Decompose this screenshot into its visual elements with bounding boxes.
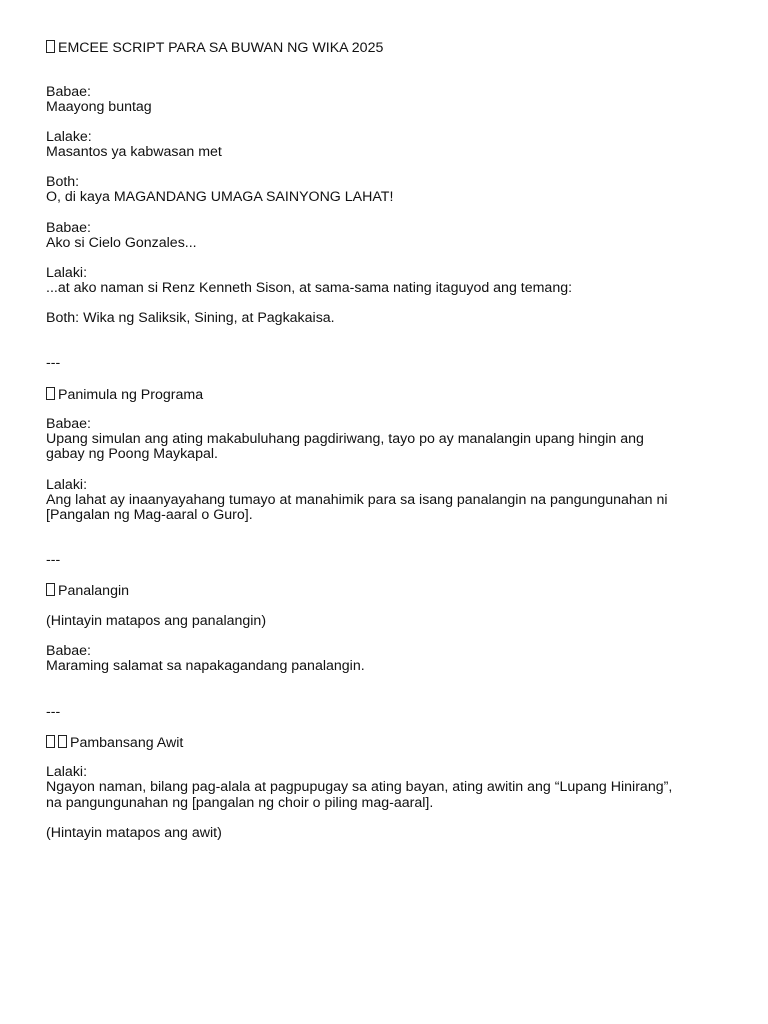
dialogue-line: Upang simulan ang ating makabuluhang pagdiriwang, tayo po ay manalangin upang hingin ang [46,431,644,447]
stage-direction: (Hintayin matapos ang awit) [46,825,222,841]
section-separator: --- [46,552,61,568]
missing-glyph-icon [46,583,55,596]
speaker-label: Lalaki: [46,477,88,493]
missing-glyph-icon [46,40,55,53]
dialogue-line: ...at ako naman si Renz Kenneth Sison, at sama-sama nating itaguyod ang temang: [46,280,573,296]
missing-glyph-icon [58,735,67,748]
dialogue-line: Ako si Cielo Gonzales... [46,235,197,251]
missing-glyph-icon [46,735,55,748]
missing-glyph-icon [46,387,55,400]
dialogue-line: Ngayon naman, bilang pag-alala at pagpupugay sa ating bayan, ating awitin ang “Lupang Hinirang”, [46,779,673,795]
speaker-label: Babae: [46,643,91,659]
speaker-label: Lalaki: [46,265,88,281]
speaker-label: Babae: [46,84,91,100]
speaker-label: Lalaki: [46,764,88,780]
section-heading: Panimula ng Programa [46,387,203,403]
speaker-label: Babae: [46,416,91,432]
section-separator: --- [46,704,61,720]
dialogue-line: Masantos ya kabwasan met [46,144,222,160]
stage-direction: (Hintayin matapos ang panalangin) [46,613,267,629]
speaker-label: Both: [46,174,80,190]
dialogue-line: Maraming salamat sa napakagandang panalangin. [46,658,365,674]
dialogue-line: Ang lahat ay inaanyayahang tumayo at manahimik para sa isang panalangin na pangungunahan ni [46,492,668,508]
speaker-label: Lalake: [46,129,92,145]
dialogue-line: Maayong buntag [46,99,152,115]
document-title-line [46,40,383,56]
section-heading: Pambansang Awit [46,735,183,751]
dialogue-line: [Pangalan ng Mag-aaral o Guro]. [46,507,253,523]
document-title: EMCEE SCRIPT PARA SA BUWAN NG WIKA 2025 [58,40,384,56]
speaker-label: Babae: [46,220,91,236]
dialogue-line: gabay ng Poong Maykapal. [46,446,218,462]
section-heading: Panalangin [46,583,129,599]
dialogue-line: Both: Wika ng Saliksik, Sining, at Pagkakaisa. [46,310,335,326]
dialogue-line: na pangungunahan ng [pangalan ng choir o piling mag-aaral]. [46,795,434,811]
section-separator: --- [46,355,61,371]
dialogue-line: O, di kaya MAGANDANG UMAGA SAINYONG LAHAT! [46,189,394,205]
